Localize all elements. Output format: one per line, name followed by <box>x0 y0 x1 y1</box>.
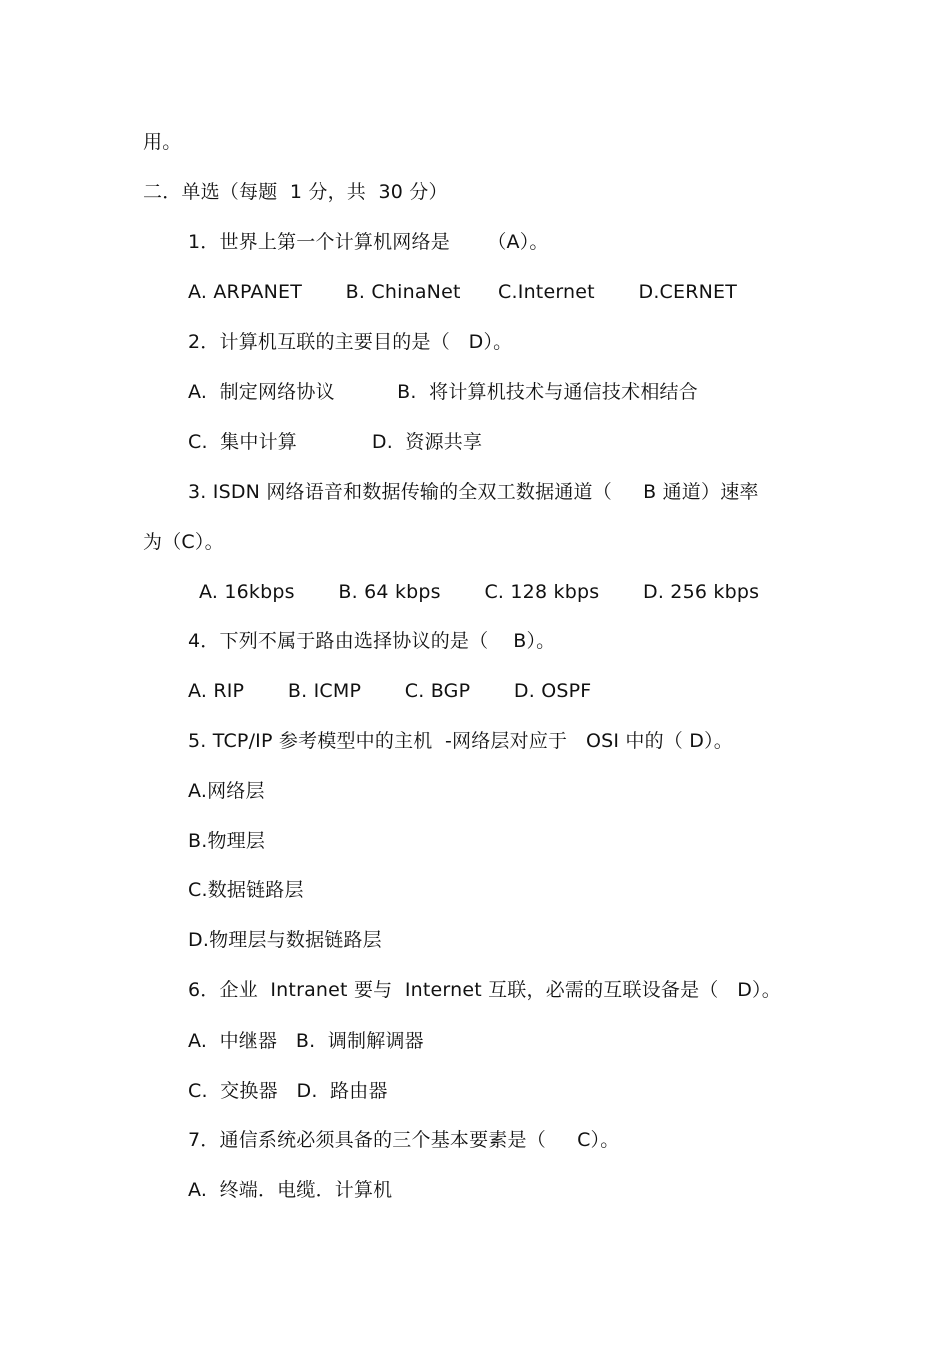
question-7: 7．通信系统必须具备的三个基本要素是（ C）。 <box>188 1129 620 1151</box>
question-2-options-ab: A. 制定网络协议 B. 将计算机技术与通信技术相结合 <box>188 381 698 403</box>
question-5-option-c: C.数据链路层 <box>188 879 304 901</box>
text-line-continuation: 用。 <box>143 131 182 153</box>
question-4-options: A. RIP B. ICMP C. BGP D. OSPF <box>188 680 592 702</box>
question-1-options: A. ARPANET B. ChinaNet C.Internet D.CERNET <box>188 281 738 303</box>
question-5-option-d: D.物理层与数据链路层 <box>188 929 382 951</box>
question-2-options-cd: C. 集中计算 D. 资源共享 <box>188 431 483 453</box>
question-3: 3. ISDN 网络语音和数据传输的全双工数据通道（ B 通道）速率 <box>188 481 759 503</box>
question-6-options-ab: A. 中继器 B. 调制解调器 <box>188 1030 424 1052</box>
question-1: 1．世界上第一个计算机网络是 （A）。 <box>188 231 549 253</box>
question-6-options-cd: C. 交换器 D. 路由器 <box>188 1080 388 1102</box>
question-5-option-a: A.网络层 <box>188 780 265 802</box>
question-7-option-a: A. 终端．电缆．计算机 <box>188 1179 393 1201</box>
question-4: 4．下列不属于路由选择协议的是（ B）。 <box>188 630 556 652</box>
question-2: 2．计算机互联的主要目的是（ D）。 <box>188 331 513 353</box>
question-3-continuation: 为（C）。 <box>143 531 224 553</box>
question-5-option-b: B.物理层 <box>188 830 266 852</box>
question-6: 6．企业 Intranet 要与 Internet 互联，必需的互联设备是（ D）。 <box>188 979 781 1001</box>
question-5: 5. TCP/IP 参考模型中的主机 -网络层对应于 OSI 中的（ D）。 <box>188 730 733 752</box>
question-3-options: A. 16kbps B. 64 kbps C. 128 kbps D. 256 kbps <box>199 581 760 603</box>
section-heading-single-choice: 二．单选（每题 1 分，共 30 分） <box>143 181 448 203</box>
